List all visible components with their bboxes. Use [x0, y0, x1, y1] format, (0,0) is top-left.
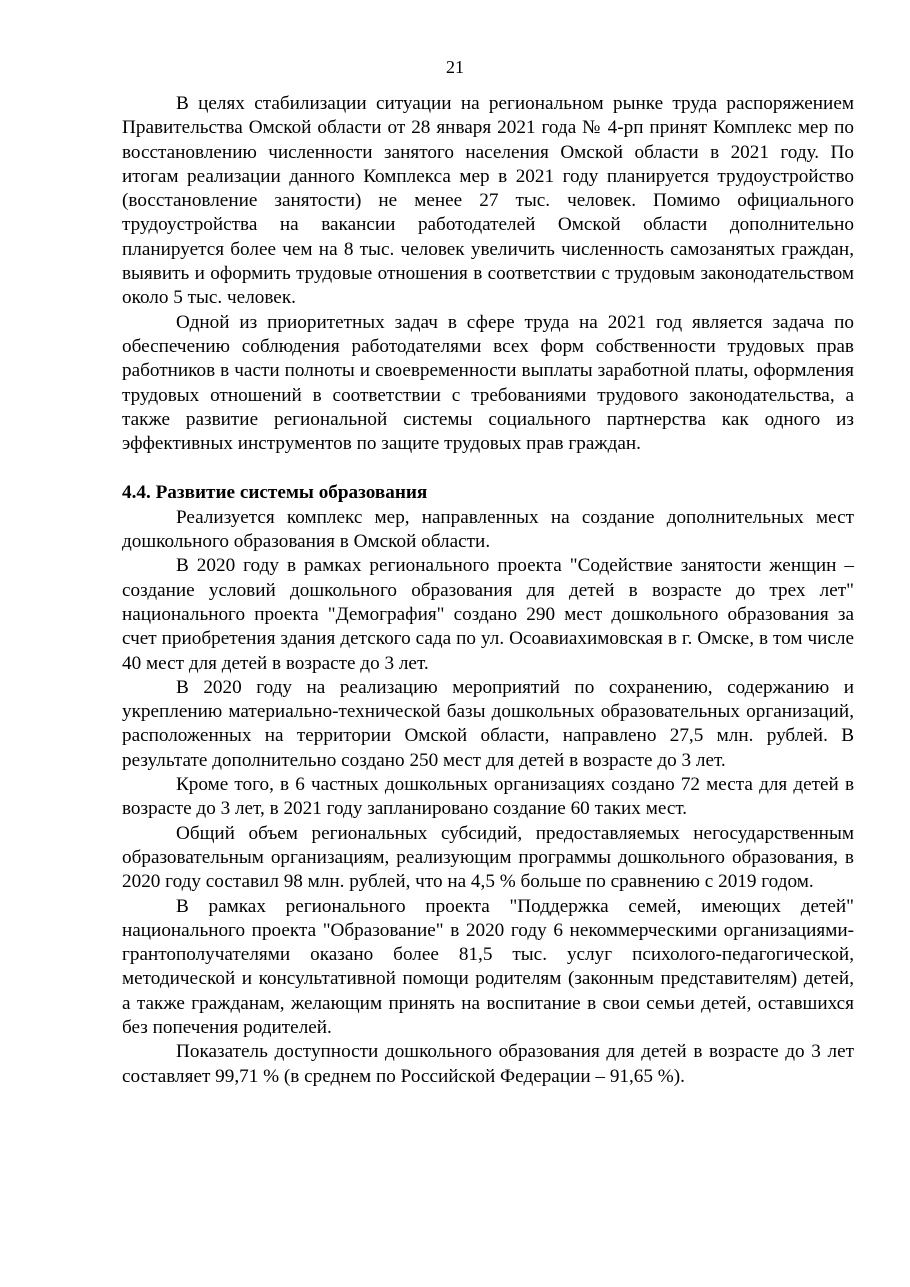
paragraph-preschool-measures: Реализуется комплекс мер, направленных на создание дополнительных мест дошкольного образования в Омской области. — [122, 506, 854, 553]
paragraph-private-organizations: Кроме того, в 6 частных дошкольных организациях создано 72 места для детей в возрасте до 3 лет, в 2021 году запланировано создание 60 таких мест. — [122, 774, 854, 820]
paragraph-regional-subsidies: Общий объем региональных субсидий, предоставляемых негосударственным образовательным организациям, реализующим программы дошкольного образования, в 2020 году составил 98 млн. рублей, что на 4,5 % больше по сравнению с 2019 годом. — [122, 822, 854, 893]
paragraph-accessibility-indicator: Показатель доступности дошкольного образования для детей в возрасте до 3 лет составляет 99,71 % (в среднем по Российской Федерации – 91,65 %). — [122, 1041, 854, 1087]
paragraph-labor-market: В целях стабилизации ситуации на региональном рынке труда распоряжением Правительства Омской области от 28 января 2021 года № 4-рп принят Комплекс мер по восстановлению численности занятого населения Омской области в 2021 году. По итогам реализации данного Комплекса мер в 2021 году планируется трудоустройство (восстановление занятости) не менее 27 тыс. человек. Помимо официального трудоустройства на вакансии работодателей Омской области дополнительно планируется более чем на 8 тыс. человек увеличить численность самозанятых граждан, выявить и оформить трудовые отношения в соответствии с трудовым законодательством около 5 тыс. человек. — [122, 93, 854, 309]
paragraph-material-base: В 2020 году на реализацию мероприятий по сохранению, содержанию и укреплению материально-технической базы дошкольных образовательных организаций, расположенных на территории Омской области, направлено 27,5 млн. рублей. В результате дополнительно создано 250 мест для детей в возрасте до 3 лет. — [122, 676, 854, 771]
paragraph-family-support: В рамках регионального проекта "Поддержка семей, имеющих детей" национального проекта "Образование" в 2020 году 6 некоммерческими организациями-грантополучателями оказано более 81,5 тыс. услуг психолого-педагогической, методической и консультативной помощи родителям (законным представителям) детей, а также гражданам, желающим принять на воспитание в свои семьи детей, оставшихся без попечения родителей. — [122, 895, 854, 1038]
paragraph-demography-project: В 2020 году в рамках регионального проекта "Содействие занятости женщин – создание условий дошкольного образования для детей в возрасте до трех лет" национального проекта "Демография" создано 290 мест дошкольного образования за счет приобретения здания детского сада по ул. Осоавиахимовская в г. Омске, в том числе 40 мест для детей в возрасте до 3 лет. — [122, 555, 854, 674]
paragraph-labor-rights: Одной из приоритетных задач в сфере труда на 2021 год является задача по обеспечению соблюдения работодателями всех форм собственности трудовых прав работников в части полноты и своевременности выплаты заработной платы, оформления трудовых отношений в соответствии с требованиями трудового законодательства, а также развитие региональной системы социального партнерства как одного из эффективных инструментов по защите трудовых прав граждан. — [122, 311, 854, 455]
section-heading: 4.4. Развитие системы образования — [122, 482, 428, 504]
page-number: 21 — [446, 57, 464, 77]
page-content — [122, 92, 854, 1089]
